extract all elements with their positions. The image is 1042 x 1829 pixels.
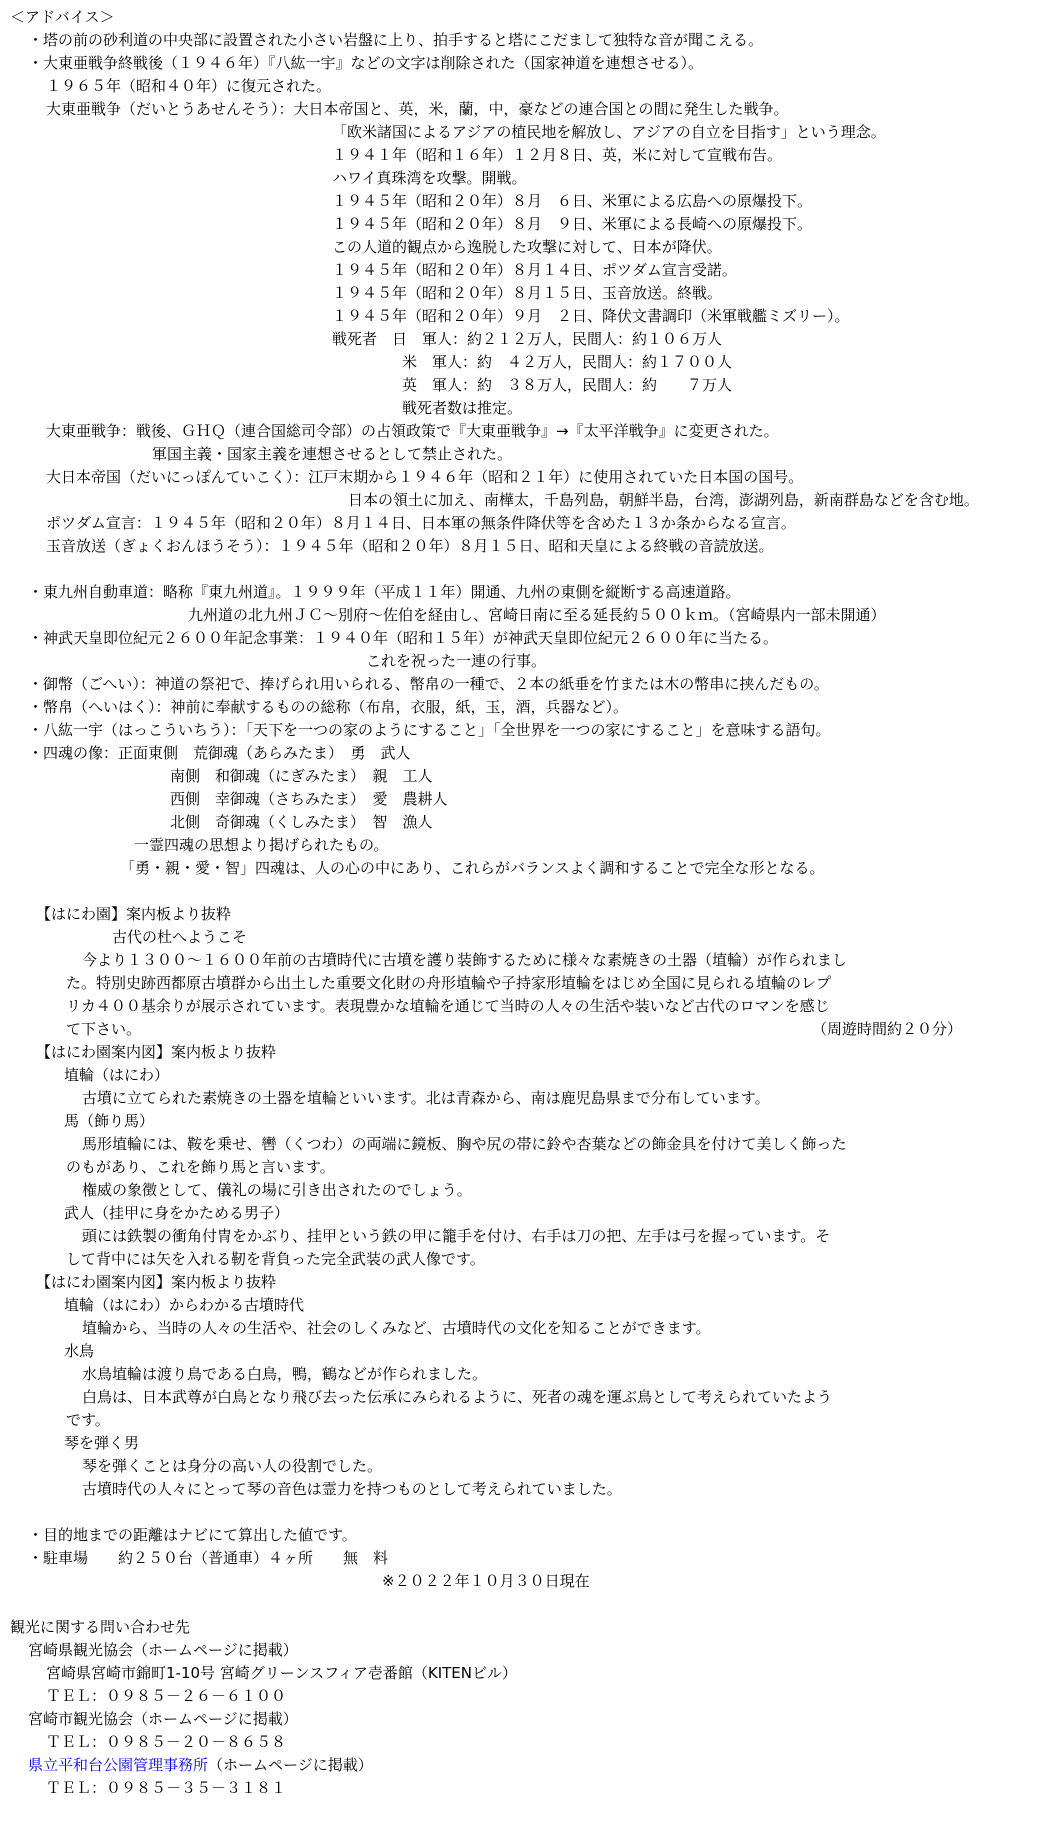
horse-paragraph: 馬形埴輪には、鞍を乗せ、轡（くつわ）の両端に鏡板、胸や尻の帯に鈴や杏葉などの飾金具を付けて美しく飾った xyxy=(82,1135,847,1153)
era-subheading: 埴輪（はにわ）からわかる古墳時代 xyxy=(64,1296,305,1314)
advice-heading: ＜アドバイス＞ xyxy=(10,8,115,26)
bird-paragraph: 白鳥は、日本武尊が白鳥となり飛び去った伝承にみられるように、死者の魂を運ぶ鳥として考えられていたよう xyxy=(82,1388,833,1406)
jimmu-note: ・神武天皇即位紀元２６００年記念事業：１９４０年（昭和１５年）が神武天皇即位紀元２６００年に当たる。 xyxy=(28,629,779,647)
pref-address: 宮崎県宮崎市錦町1-10号 宮崎グリーンスフィア壱番館（KITENビル） xyxy=(46,1664,517,1682)
heihaku-note: ・幣帛（へいはく）：神前に奉献するものの総称（布帛，衣服，紙，玉，酒，兵器など）。 xyxy=(28,698,629,716)
shikon-row: 西側 幸御魂（さちみたま） 愛 農耕人 xyxy=(170,790,448,808)
as-of-date: ※２０２２年１０月３０日現在 xyxy=(382,1572,590,1590)
advice-restored: １９６５年（昭和４０年）に復元された。 xyxy=(46,77,332,95)
war-line: １９４５年（昭和２０年）８月１４日、ポツダム宣言受諾。 xyxy=(332,261,737,279)
war-casualties: 英 軍人：約 ３８万人，民間人：約 ７万人 xyxy=(402,376,733,394)
haniwa-intro-line: リカ４００基余りが展示されています。表現豊かな埴輪を通じて当時の人々の生活や装いなど古代のロマンを感じ xyxy=(66,997,830,1015)
horse-paragraph: 権威の象徴として、儀礼の場に引き出されたのでしょう。 xyxy=(82,1181,472,1199)
shikon-row: 「勇・親・愛・智」四魂は、人の心の中にあり、これらがバランスよく調和することで完全な形となる。 xyxy=(120,859,825,877)
war-name-change-2: 軍国主義・国家主義を連想させるとして禁止された。 xyxy=(152,445,513,463)
park-office-note: （ホームページに掲載） xyxy=(208,1756,373,1774)
horse-subheading: 馬（飾り馬） xyxy=(64,1112,155,1130)
haniwa-intro-line: て下さい。 xyxy=(66,1020,142,1038)
haniwa-paragraph: 古墳に立てられた素焼きの土器を埴輪といいます。北は青森から、南は鹿児島県まで分布しています。 xyxy=(82,1089,770,1107)
empire-definition: 大日本帝国（だいにっぽんていこく）：江戸末期から１９４６年（昭和２１年）に使用されていた日本国の国号。 xyxy=(46,468,804,486)
bird-paragraph: です。 xyxy=(66,1411,110,1429)
advice-letters: ・大東亜戦争終戦後（１９４６年）『八紘一宇』などの文字は削除された（国家神道を連想させる）。 xyxy=(28,54,704,72)
shikon-row: 南側 和御魂（にぎみたま） 親 工人 xyxy=(170,767,433,785)
war-line: １９４５年（昭和２０年）８月 ９日、米軍による長崎への原爆投下。 xyxy=(332,215,813,233)
koto-paragraph: 古墳時代の人々にとって琴の音色は霊力を持つものとして考えられていました。 xyxy=(82,1480,622,1498)
haniwa-intro-line: た。特別史跡西都原古墳群から出土した重要文化財の舟形埴輪や子持家形埴輪をはじめ全国に見られる埴輪のレプ xyxy=(66,974,832,992)
koto-paragraph: 琴を弾くことは身分の高い人の役割でした。 xyxy=(82,1457,383,1475)
war-definition: 大東亜戦争（だいとうあせんそう）：大日本帝国と、英，米，蘭，中，豪などの連合国との間に発生した戦争。 xyxy=(46,100,789,118)
war-line: 「欧米諸国によるアジアの植民地を解放し、アジアの自立を目指す」という理念。 xyxy=(332,123,886,141)
war-name-change: 大東亜戦争：戦後、ＧＨＱ（連合国総司令部）の占領政策で『大東亜戦争』→『太平洋戦争』に変更された。 xyxy=(46,422,779,440)
city-tel: ＴＥＬ：０９８５－２０－８６５８ xyxy=(46,1733,287,1751)
highway-note: ・東九州自動車道：略称『東九州道』。１９９９年（平成１１年）開通、九州の東側を縦断する高速道路。 xyxy=(28,583,741,601)
haniwa-intro-line: 今より１３００～１６００年前の古墳時代に古墳を護り装飾するために様々な素焼きの土器（埴輪）が作られまし xyxy=(82,951,848,969)
era-paragraph: 埴輪から、当時の人々の生活や、社会のしくみなど、古墳時代の文化を知ることができます。 xyxy=(82,1319,711,1337)
park-tel: ＴＥＬ：０９８５－３５－３１８１ xyxy=(46,1779,287,1797)
gohei-note: ・御幣（ごへい）：神道の祭祀で、捧げられ用いられる、幣帛の一種で、２本の紙垂を竹または木の幣串に挟んだもの。 xyxy=(28,675,829,693)
haniwa-welcome: 古代の杜へようこそ xyxy=(112,928,248,946)
haniwa-map-title: 【はにわ園案内図】案内板より抜粋 xyxy=(36,1043,277,1061)
war-line: １９４１年（昭和１６年）１２月８日、英，米に対して宣戦布告。 xyxy=(332,146,783,164)
parking-note: ・駐車場 約２５０台（普通車）４ヶ所 無 料 xyxy=(28,1549,389,1567)
hakko-note: ・八紘一宇（はっこういちう）：「天下を一つの家のようにすること」「全世界を一つの家にすること」を意味する語句。 xyxy=(28,721,831,739)
shikon-row: 北側 奇御魂（くしみたま） 智 漁人 xyxy=(170,813,433,831)
advice-tower: ・塔の前の砂利道の中央部に設置された小さい岩盤に上り、拍手すると塔にこだまして独特な音が聞こえる。 xyxy=(28,31,764,49)
war-casualties: 戦死者 日 軍人：約２１２万人，民間人：約１０６万人 xyxy=(332,330,723,348)
empire-definition-2: 日本の領土に加え、南樺太，千島列島，朝鮮半島，台湾，澎湖列島，新南群島などを含む地。 xyxy=(348,491,979,509)
shikon-row: 一霊四魂の思想より掲げられたもの。 xyxy=(134,836,389,854)
park-office-link[interactable]: 県立平和台公園管理事務所 xyxy=(28,1756,209,1774)
bird-subheading: 水鳥 xyxy=(64,1342,95,1360)
haniwa-subheading: 埴輪（はにわ） xyxy=(64,1066,170,1084)
distance-note: ・目的地までの距離はナビにて算出した値です。 xyxy=(28,1526,357,1544)
warrior-paragraph: して背中には矢を入れる靭を背負った完全武装の武人像です。 xyxy=(66,1250,485,1268)
haniwa-title: 【はにわ園】案内板より抜粋 xyxy=(36,905,232,923)
war-line: ハワイ真珠湾を攻撃。開戦。 xyxy=(332,169,527,187)
war-line: １９４５年（昭和２０年）８月１５日、玉音放送。終戦。 xyxy=(332,284,723,302)
war-casualties: 米 軍人：約 ４２万人，民間人：約１７００人 xyxy=(402,353,733,371)
war-line: １９４５年（昭和２０年）８月 ６日、米軍による広島への原爆投下。 xyxy=(332,192,813,210)
highway-note-2: 九州道の北九州ＪＣ～別府～佐伯を経由し、宮崎日南に至る延長約５００ｋｍ。（宮崎県内一部未開通） xyxy=(188,606,886,624)
war-line: １９４５年（昭和２０年）９月 ２日、降伏文書調印（米軍戦艦ミズリー）。 xyxy=(332,307,850,325)
warrior-paragraph: 頭には鉄製の衝角付冑をかぶり、挂甲という鉄の甲に籠手を付け、右手は刀の把、左手は弓を握っています。そ xyxy=(82,1227,831,1245)
war-line: 戦死者数は推定。 xyxy=(402,399,523,417)
bird-paragraph: 水鳥埴輪は渡り鳥である白鳥，鴨，鶴などが作られました。 xyxy=(82,1365,488,1383)
pref-tourism-association: 宮崎県観光協会（ホームページに掲載） xyxy=(28,1641,298,1659)
haniwa-map-title-2: 【はにわ園案内図】案内板より抜粋 xyxy=(36,1273,277,1291)
koto-subheading: 琴を弾く男 xyxy=(64,1434,140,1452)
contacts-heading: 観光に関する問い合わせ先 xyxy=(10,1618,191,1636)
war-line: この人道的観点から逸脱した攻撃に対して、日本が降伏。 xyxy=(332,238,722,256)
potsdam-definition: ポツダム宣言：１９４５年（昭和２０年）８月１４日、日本軍の無条件降伏等を含めた１３か条からなる宣言。 xyxy=(46,514,796,532)
park-office-line xyxy=(28,1754,373,1776)
warrior-subheading: 武人（挂甲に身をかためる男子） xyxy=(64,1204,290,1222)
jimmu-note-2: これを祝った一連の行事。 xyxy=(366,652,547,670)
pref-tel: ＴＥＬ：０９８５－２６－６１００ xyxy=(46,1687,287,1705)
haniwa-tour-time: （周遊時間約２０分） xyxy=(812,1020,963,1038)
shikon-row: ・四魂の像：正面東側 荒御魂（あらみたま） 勇 武人 xyxy=(28,744,411,762)
city-tourism-association: 宮崎市観光協会（ホームページに掲載） xyxy=(28,1710,298,1728)
gyokuon-definition: 玉音放送（ぎょくおんほうそう）：１９４５年（昭和２０年）８月１５日、昭和天皇による終戦の音読放送。 xyxy=(46,537,774,555)
horse-paragraph: のもがあり、これを飾り馬と言います。 xyxy=(66,1158,335,1176)
